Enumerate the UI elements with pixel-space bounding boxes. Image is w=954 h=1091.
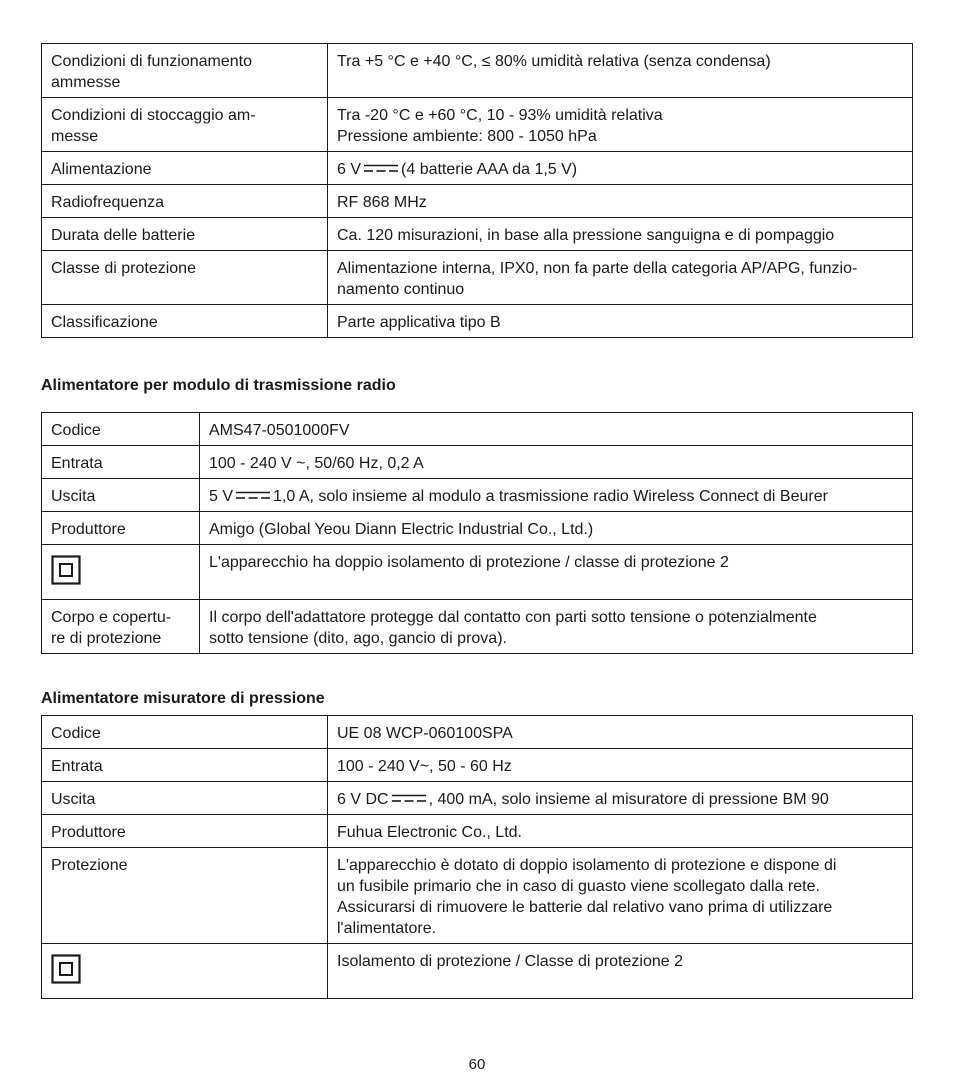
cell-text-line: Isolamento di protezione / Classe di protezione 2 bbox=[337, 953, 683, 970]
table-row bbox=[42, 413, 913, 446]
dc-current-icon bbox=[364, 164, 398, 173]
cell-text-line: Alimentazione bbox=[51, 161, 152, 178]
cell-text-line: un fusibile primario che in caso di guasto viene scollegato dalla rete. bbox=[337, 878, 820, 895]
label-cell bbox=[42, 413, 200, 446]
table-row bbox=[42, 545, 913, 600]
cell-text-line: 100 - 240 V ~, 50/60 Hz, 0,2 A bbox=[209, 455, 424, 472]
value-cell bbox=[328, 98, 913, 152]
cell-text-line: Durata delle batterie bbox=[51, 227, 196, 244]
label-cell bbox=[42, 218, 328, 251]
value-cell bbox=[328, 185, 913, 218]
value-cell bbox=[328, 782, 913, 815]
value-cell bbox=[200, 512, 913, 545]
table-row bbox=[42, 749, 913, 782]
label-cell bbox=[42, 944, 328, 999]
cell-text-line: Alimentazione interna, IPX0, non fa parte della categoria AP/APG, funzio- bbox=[337, 260, 858, 277]
cell-text-line: Protezione bbox=[51, 857, 128, 874]
cell-text-line: Assicurarsi di rimuovere le batterie dal relativo vano prima di utilizzare bbox=[337, 899, 833, 916]
cell-text-line: Produttore bbox=[51, 521, 126, 538]
table-row bbox=[42, 44, 913, 98]
cell-text-line: Condizioni di stoccaggio am- bbox=[51, 107, 256, 124]
value-cell bbox=[328, 251, 913, 305]
value-text-after-symbol: (4 batterie AAA da 1,5 V) bbox=[401, 161, 578, 178]
value-cell bbox=[328, 815, 913, 848]
cell-text-line: Codice bbox=[51, 422, 101, 439]
table-row bbox=[42, 944, 913, 999]
label-cell bbox=[42, 848, 328, 944]
cell-text-line: ammesse bbox=[51, 74, 121, 91]
table-row bbox=[42, 782, 913, 815]
cell-text-line: messe bbox=[51, 128, 99, 145]
table-row bbox=[42, 479, 913, 512]
cell-text-line: Codice bbox=[51, 725, 101, 742]
value-cell bbox=[200, 600, 913, 654]
label-cell bbox=[42, 152, 328, 185]
cell-text-line: sotto tensione (dito, ago, gancio di prova). bbox=[209, 630, 507, 647]
label-cell bbox=[42, 600, 200, 654]
cell-text-line: namento continuo bbox=[337, 281, 465, 298]
value-cell bbox=[200, 446, 913, 479]
label-cell bbox=[42, 545, 200, 600]
value-cell bbox=[328, 218, 913, 251]
cell-text-line: RF 868 MHz bbox=[337, 194, 427, 211]
cell-text-line: Classe di protezione bbox=[51, 260, 196, 277]
value-cell bbox=[328, 152, 913, 185]
cell-text-line: Pressione ambiente: 800 - 1050 hPa bbox=[337, 128, 597, 145]
label-cell bbox=[42, 479, 200, 512]
table-row bbox=[42, 98, 913, 152]
label-cell bbox=[42, 716, 328, 749]
cell-text-line: Entrata bbox=[51, 758, 103, 775]
cell-text-line: re di protezione bbox=[51, 630, 162, 647]
cell-text-line: Uscita bbox=[51, 488, 96, 505]
radio-module-psu-table bbox=[41, 412, 913, 654]
cell-text-line: Fuhua Electronic Co., Ltd. bbox=[337, 824, 522, 841]
value-cell bbox=[328, 944, 913, 999]
cell-text-line: Corpo e copertu- bbox=[51, 609, 172, 626]
label-cell bbox=[42, 446, 200, 479]
value-cell bbox=[200, 413, 913, 446]
value-text-before-symbol: 6 V DC bbox=[337, 791, 389, 808]
value-cell bbox=[328, 305, 913, 338]
value-cell bbox=[328, 848, 913, 944]
value-text-after-symbol: , 400 mA, solo insieme al misuratore di pressione BM 90 bbox=[428, 791, 829, 808]
cell-text-line: Tra +5 °C e +40 °C, ≤ 80% umidità relativa (senza condensa) bbox=[337, 53, 771, 70]
double-insulation-icon bbox=[51, 954, 81, 984]
value-text-before-symbol: 6 V bbox=[337, 161, 362, 178]
value-cell bbox=[328, 716, 913, 749]
dc-current-icon bbox=[236, 491, 270, 500]
cell-text-line: 100 - 240 V~, 50 - 60 Hz bbox=[337, 758, 512, 775]
table-row bbox=[42, 251, 913, 305]
label-cell bbox=[42, 98, 328, 152]
double-insulation-icon bbox=[51, 555, 81, 585]
table-row bbox=[42, 600, 913, 654]
cell-text-line: Amigo (Global Yeou Diann Electric Industrial Co., Ltd.) bbox=[209, 521, 594, 538]
cell-text-line: Il corpo dell'adattatore protegge dal contatto con parti sotto tensione o potenzialmente bbox=[209, 609, 817, 626]
table-row bbox=[42, 218, 913, 251]
cell-text-line: Ca. 120 misurazioni, in base alla pressione sanguigna e di pompaggio bbox=[337, 227, 835, 244]
cell-text-line: Radiofrequenza bbox=[51, 194, 164, 211]
cell-text-line: Entrata bbox=[51, 455, 103, 472]
cell-text-line: AMS47-0501000FV bbox=[209, 422, 350, 439]
cell-text-line: L'apparecchio ha doppio isolamento di protezione / classe di protezione 2 bbox=[209, 554, 729, 571]
value-cell bbox=[328, 44, 913, 98]
label-cell bbox=[42, 251, 328, 305]
cell-text-line: Produttore bbox=[51, 824, 126, 841]
cell-text-line: Classificazione bbox=[51, 314, 158, 331]
label-cell bbox=[42, 512, 200, 545]
table-row bbox=[42, 446, 913, 479]
value-cell bbox=[200, 545, 913, 600]
label-cell bbox=[42, 305, 328, 338]
label-cell bbox=[42, 44, 328, 98]
table-row bbox=[42, 848, 913, 944]
label-cell bbox=[42, 185, 328, 218]
cell-text-line: Condizioni di funzionamento bbox=[51, 53, 253, 70]
value-text-after-symbol: 1,0 A, solo insieme al modulo a trasmissione radio Wireless Connect di Beurer bbox=[273, 488, 828, 505]
value-cell bbox=[200, 479, 913, 512]
monitor-psu-heading: Alimentatore misuratore di pressione bbox=[41, 690, 325, 707]
cell-text-line: l'alimentatore. bbox=[337, 920, 437, 937]
page-number: 60 bbox=[468, 1056, 486, 1073]
table-row bbox=[42, 815, 913, 848]
cell-text-line: UE 08 WCP-060100SPA bbox=[337, 725, 513, 742]
label-cell bbox=[42, 749, 328, 782]
cell-text-line: Parte applicativa tipo B bbox=[337, 314, 501, 331]
label-cell bbox=[42, 782, 328, 815]
value-cell bbox=[328, 749, 913, 782]
table-row bbox=[42, 305, 913, 338]
cell-text-line: Uscita bbox=[51, 791, 96, 808]
table-row bbox=[42, 185, 913, 218]
label-cell bbox=[42, 815, 328, 848]
monitor-psu-table bbox=[41, 715, 913, 999]
cell-text-line: Tra -20 °C e +60 °C, 10 - 93% umidità relativa bbox=[337, 107, 663, 124]
table-row bbox=[42, 512, 913, 545]
table-row bbox=[42, 152, 913, 185]
value-text-before-symbol: 5 V bbox=[209, 488, 234, 505]
device-specs-table bbox=[41, 43, 913, 338]
cell-text-line: L'apparecchio è dotato di doppio isolamento di protezione e dispone di bbox=[337, 857, 837, 874]
radio-module-psu-heading: Alimentatore per modulo di trasmissione radio bbox=[41, 377, 396, 394]
table-row bbox=[42, 716, 913, 749]
dc-current-icon bbox=[392, 794, 426, 803]
